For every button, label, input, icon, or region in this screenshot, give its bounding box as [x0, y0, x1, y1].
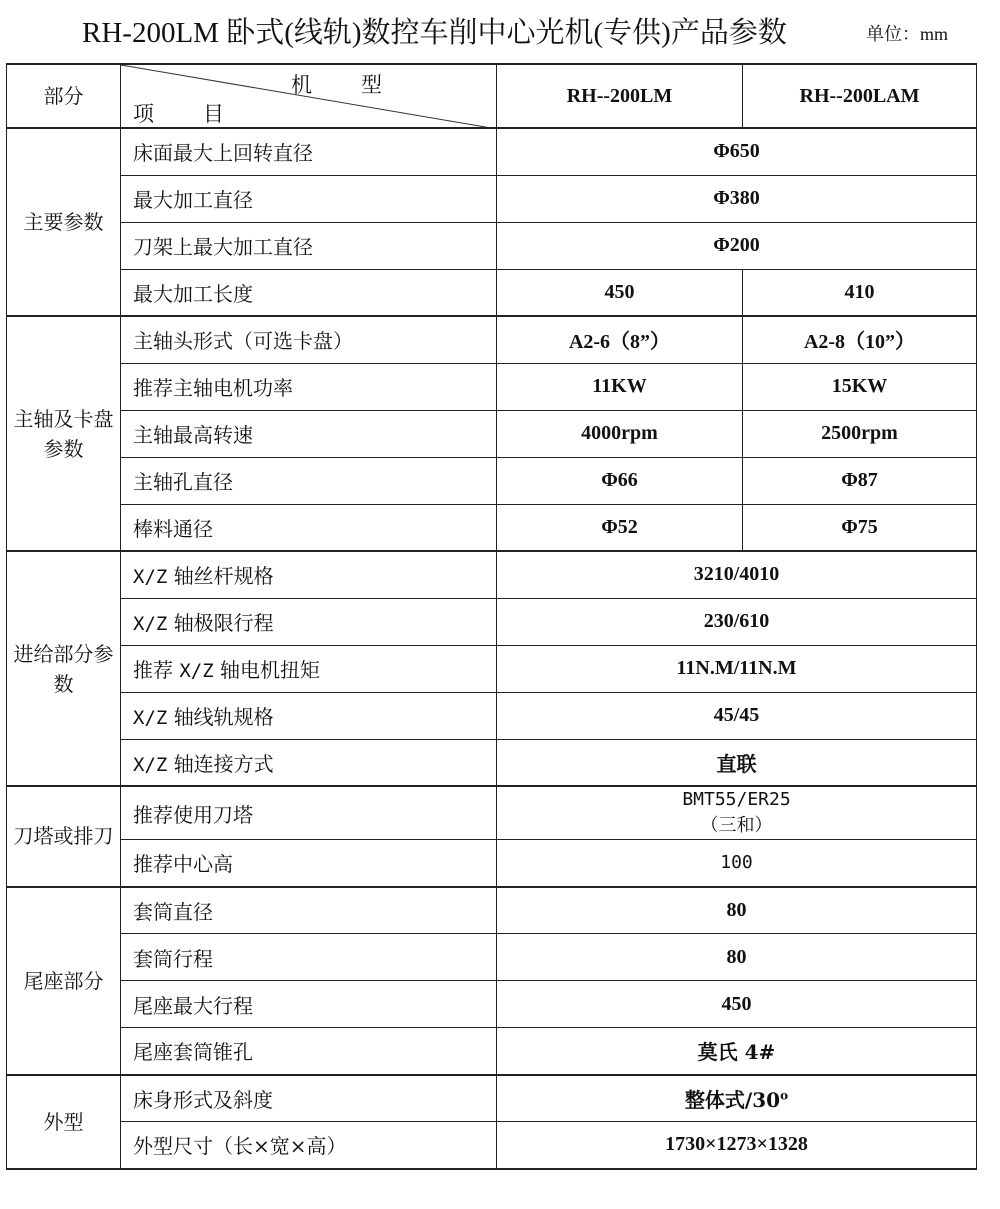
item-label: 尾座套筒锥孔: [121, 1028, 497, 1075]
item-label: [121, 645, 497, 692]
value-b: 410: [743, 269, 977, 316]
item-label: 棒料通径: [121, 504, 497, 551]
header-model-a: RH--200LM: [497, 64, 743, 128]
item-label: 最大加工长度: [121, 269, 497, 316]
value-cell: 直联: [497, 739, 977, 786]
item-pre: 推荐: [133, 658, 173, 682]
value-cell: [497, 786, 977, 840]
value-cell: 450: [497, 981, 977, 1028]
page-title: RH-200LM 卧式(线轨)数控车削中心光机(专供)产品参数: [82, 17, 787, 49]
value-cell: 3210/4010: [497, 551, 977, 598]
axis-prefix: X/Z: [133, 566, 168, 589]
section-label: 主要参数: [7, 128, 121, 316]
table-row: [7, 175, 977, 222]
value-a: Φ66: [497, 457, 743, 504]
table-row: [7, 222, 977, 269]
bed-type-value: 整体式/30: [684, 1087, 781, 1112]
item-label: [121, 598, 497, 645]
table-row: [7, 457, 977, 504]
table-row: [7, 598, 977, 645]
table-row: [7, 887, 977, 934]
item-label: 推荐主轴电机功率: [121, 363, 497, 410]
axis-prefix: X/Z: [133, 707, 168, 729]
table-row: [7, 786, 977, 840]
value-b: 2500rpm: [743, 410, 977, 457]
value-cell: 11N.M/11N.M: [497, 645, 977, 692]
table-row: [7, 1075, 977, 1122]
header-model: 机 型: [291, 73, 396, 97]
turret-model: BMT55/ER25: [682, 789, 791, 810]
item-text: 轴极限行程: [173, 611, 274, 635]
header-model-b: RH--200LAM: [743, 64, 977, 128]
table-row: [7, 1122, 977, 1169]
item-label: 床身形式及斜度: [121, 1075, 497, 1122]
section-label: 外型: [7, 1075, 121, 1169]
item-label: [121, 739, 497, 786]
table-header-row: [7, 64, 977, 128]
item-text: 轴线轨规格: [173, 705, 274, 729]
item-text: 轴丝杆规格: [173, 564, 274, 589]
axis-prefix: X/Z: [179, 660, 214, 682]
table-row: [7, 363, 977, 410]
item-label: 主轴最高转速: [121, 410, 497, 457]
value-cell: [497, 1075, 977, 1122]
section-label: 进给部分参数: [7, 551, 121, 786]
table-row: [7, 1028, 977, 1075]
section-label: 主轴及卡盘参数: [7, 316, 121, 551]
value-cell: 45/45: [497, 692, 977, 739]
table-row: [7, 934, 977, 981]
value-cell: 莫氏 4#: [497, 1028, 977, 1075]
value-a: 450: [497, 269, 743, 316]
section-label: 尾座部分: [7, 887, 121, 1075]
value-a: 11KW: [497, 363, 743, 410]
item-label: 推荐使用刀塔: [121, 786, 497, 840]
header-item: 项 目: [133, 102, 238, 126]
item-label: 床面最大上回转直径: [121, 128, 497, 175]
value-b: Φ87: [743, 457, 977, 504]
table-row: [7, 128, 977, 175]
item-label: 套筒行程: [121, 934, 497, 981]
value-cell: Φ200: [497, 222, 977, 269]
item-text: 轴连接方式: [173, 751, 274, 776]
item-label: [121, 692, 497, 739]
table-row: [7, 981, 977, 1028]
item-label: 套筒直径: [121, 887, 497, 934]
table-row: [7, 316, 977, 363]
value-cell: 230/610: [497, 598, 977, 645]
header-diagonal-cell: [121, 64, 497, 128]
table-row: [7, 692, 977, 739]
value-a: Φ52: [497, 504, 743, 551]
item-text: 轴电机扭矩: [220, 658, 321, 682]
value-a: A2-6（8”）: [497, 316, 743, 363]
item-label: 外型尺寸（长×宽×高）: [121, 1122, 497, 1169]
title-bar: [0, 0, 1000, 60]
item-label: [121, 551, 497, 598]
table-row: [7, 739, 977, 786]
value-cell: 80: [497, 934, 977, 981]
value-cell: 100: [497, 840, 977, 887]
table-row: [7, 504, 977, 551]
value-b: 15KW: [743, 363, 977, 410]
item-label: 刀架上最大加工直径: [121, 222, 497, 269]
axis-prefix: X/Z: [133, 613, 168, 635]
value-b: Φ75: [743, 504, 977, 551]
value-cell: Φ380: [497, 175, 977, 222]
value-cell: 80: [497, 887, 977, 934]
item-label: 最大加工直径: [121, 175, 497, 222]
value-a: 4000rpm: [497, 410, 743, 457]
table-row: [7, 840, 977, 887]
unit-label: 单位：mm: [866, 24, 949, 44]
turret-brand: （三和）: [700, 815, 773, 836]
value-cell: 1730×1273×1328: [497, 1122, 977, 1169]
item-label: 尾座最大行程: [121, 981, 497, 1028]
table-row: [7, 551, 977, 598]
value-cell: Φ650: [497, 128, 977, 175]
item-label: 推荐中心高: [121, 840, 497, 887]
table-row: [7, 645, 977, 692]
spec-table: [6, 63, 977, 1170]
table-row: [7, 410, 977, 457]
section-label: 刀塔或排刀: [7, 786, 121, 887]
value-b: A2-8（10”）: [743, 316, 977, 363]
item-label: 主轴孔直径: [121, 457, 497, 504]
axis-prefix: X/Z: [133, 753, 168, 776]
header-section: 部分: [7, 64, 121, 128]
table-row: [7, 269, 977, 316]
item-label: 主轴头形式（可选卡盘）: [121, 316, 497, 363]
degree-mark: o: [780, 1088, 789, 1103]
